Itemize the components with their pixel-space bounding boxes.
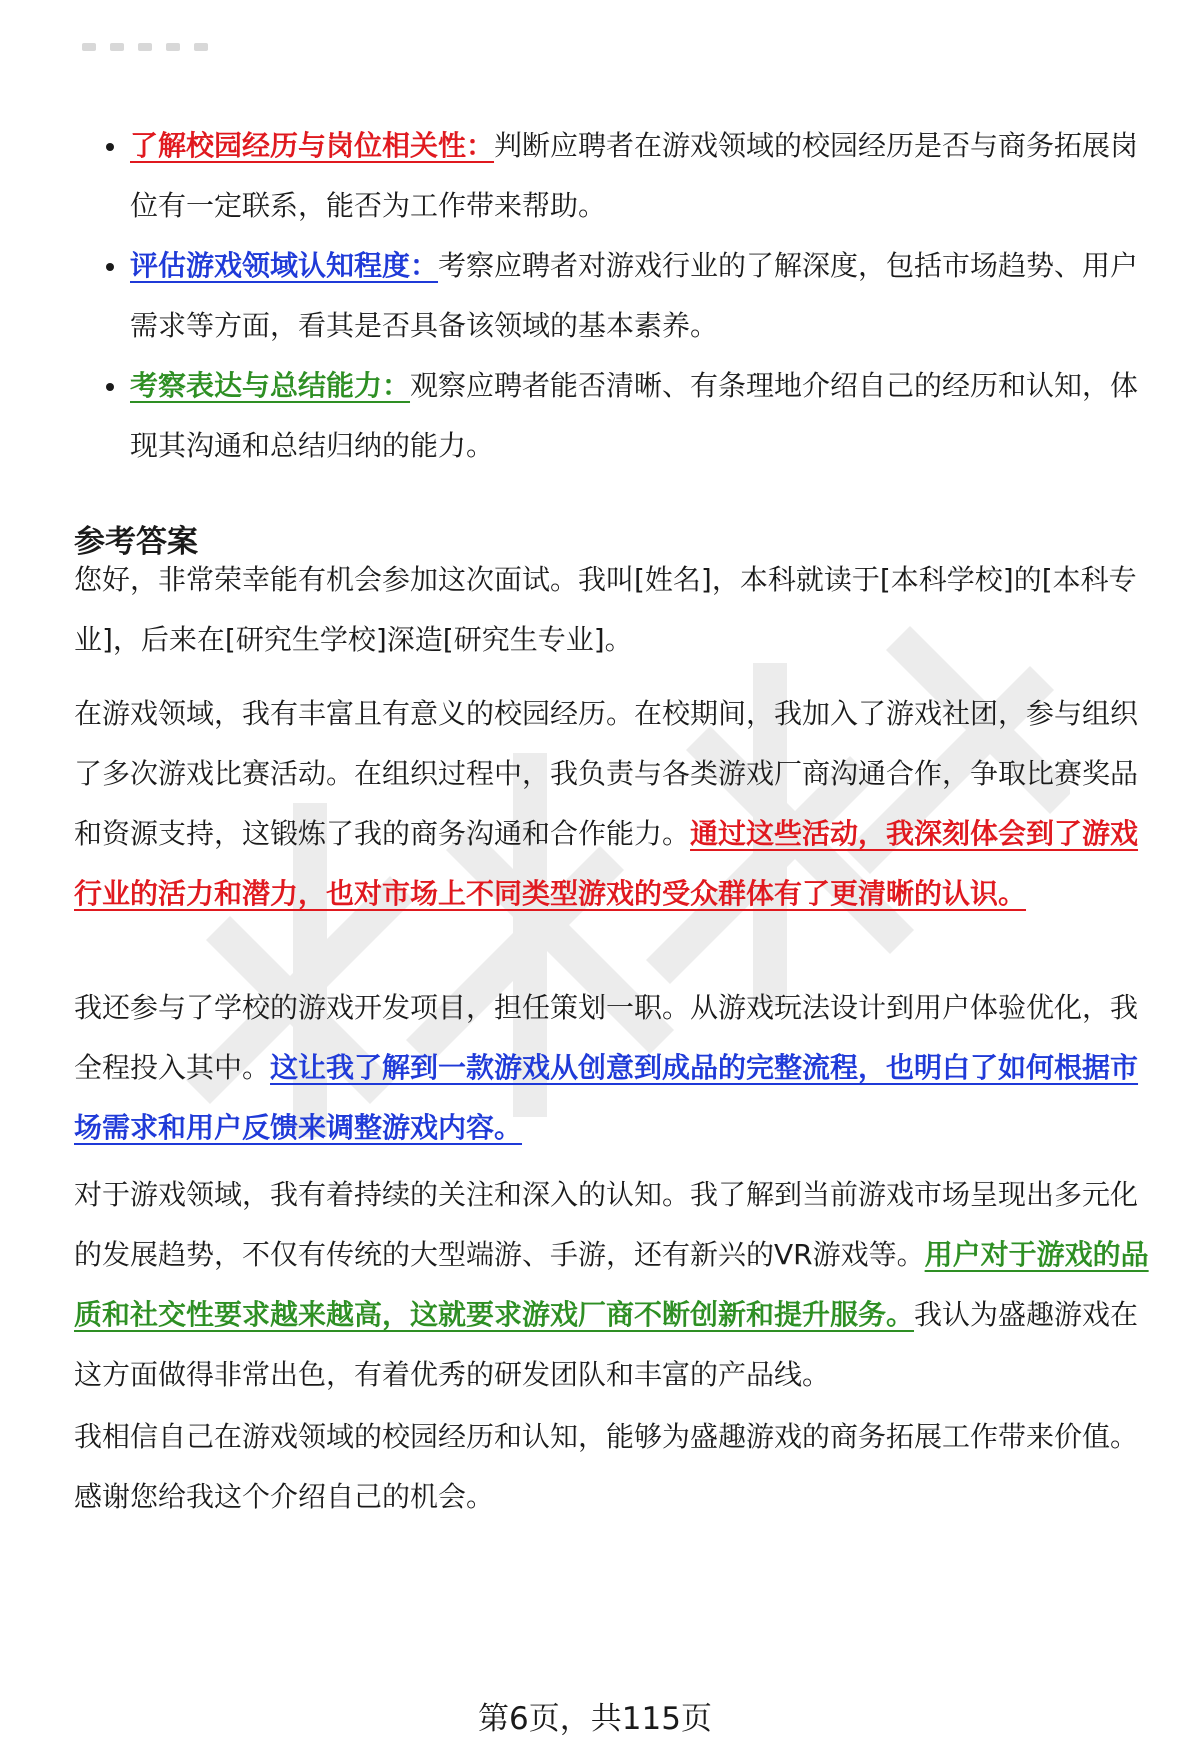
paragraph-text: 我认为盛趣游戏在这方面做得非常出色，有着优秀的研发团队和丰富的产品线。 bbox=[74, 1298, 1139, 1391]
point-keyword: 考察表达与总结能力： bbox=[130, 369, 411, 402]
evaluation-points-list bbox=[74, 116, 1164, 476]
list-item bbox=[74, 236, 1164, 356]
answer-paragraph-2 bbox=[74, 684, 1164, 924]
answer-paragraph-4 bbox=[74, 1165, 1164, 1405]
paragraph-text: 对于游戏领域，我有着持续的关注和深入的认知。我了解到当前游戏市场呈现出多元化的发展趋势，不仅有传统的大型端游、手游，还有新兴的VR游戏等。 bbox=[74, 1178, 1139, 1271]
point-text: 判断应聘者在游戏领域的校园经历是否与商务拓展岗位有一定联系，能否为工作带来帮助。 bbox=[130, 129, 1139, 222]
answer-paragraph-3 bbox=[74, 978, 1164, 1158]
page-number: 第6页，共115页 bbox=[478, 1701, 712, 1737]
list-item bbox=[74, 116, 1164, 236]
paragraph-highlight: 这让我了解到一款游戏从创意到成品的完整流程，也明白了如何根据市场需求和用户反馈来调整游戏内容。 bbox=[74, 1051, 1139, 1144]
point-text: 考察应聘者对游戏行业的了解深度，包括市场趋势、用户需求等方面，看其是否具备该领域的基本素养。 bbox=[130, 249, 1139, 342]
answer-paragraph-5 bbox=[74, 1407, 1164, 1527]
paragraph-text: 我还参与了学校的游戏开发项目，担任策划一职。从游戏玩法设计到用户体验优化，我全程投入其中。 bbox=[74, 991, 1139, 1084]
paragraph-text: 我相信自己在游戏领域的校园经历和认知，能够为盛趣游戏的商务拓展工作带来价值。感谢您给我这个介绍自己的机会。 bbox=[74, 1420, 1139, 1513]
paragraph-highlight: 用户对于游戏的品质和社交性要求越来越高，这就要求游戏厂商不断创新和提升服务。 bbox=[74, 1238, 1149, 1331]
paragraph-text: 在游戏领域，我有丰富且有意义的校园经历。在校期间，我加入了游戏社团，参与组织了多次游戏比赛活动。在组织过程中，我负责与各类游戏厂商沟通合作，争取比赛奖品和资源支持，这锻炼了我的商务沟通和合作能力。 bbox=[74, 697, 1139, 850]
point-keyword: 了解校园经历与岗位相关性： bbox=[130, 129, 495, 162]
paragraph-text: 您好，非常荣幸能有机会参加这次面试。我叫[姓名]，本科就读于[本科学校]的[本科专业]，后来在[研究生学校]深造[研究生专业]。 bbox=[74, 563, 1137, 656]
list-item bbox=[74, 356, 1164, 476]
section-title: 参考答案 bbox=[74, 524, 198, 560]
point-text: 观察应聘者能否清晰、有条理地介绍自己的经历和认知，体现其沟通和总结归纳的能力。 bbox=[130, 369, 1139, 462]
point-keyword: 评估游戏领域认知程度： bbox=[130, 249, 439, 282]
paragraph-highlight: 通过这些活动，我深刻体会到了游戏行业的活力和潜力，也对市场上不同类型游戏的受众群体有了更清晰的认识。 bbox=[74, 817, 1139, 910]
answer-paragraph-1 bbox=[74, 550, 1164, 670]
header-faint-marks bbox=[82, 36, 262, 50]
